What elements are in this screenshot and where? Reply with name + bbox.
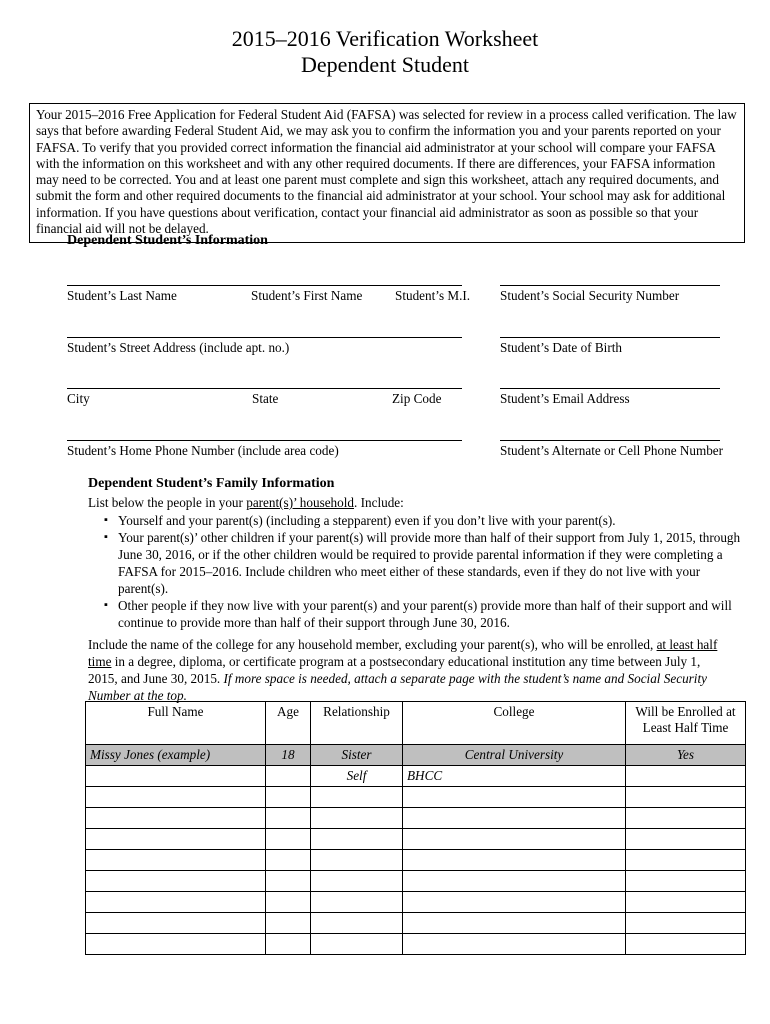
street-address-label: Student’s Street Address (include apt. no.) — [67, 340, 290, 355]
college-instructions-paragraph — [88, 636, 733, 704]
household-include-list — [104, 512, 744, 631]
college-paragraph-underlined: at least half time — [88, 637, 718, 669]
empty-age-cell[interactable] — [266, 934, 311, 955]
family-list-intro-underlined: parent(s)’ household — [246, 495, 355, 510]
middle-initial-label: Student’s M.I. — [395, 288, 471, 303]
name-write-line[interactable] — [67, 255, 462, 286]
home-phone-label: Student’s Home Phone Number (include area code) — [67, 443, 339, 458]
empty-college-cell[interactable] — [403, 808, 626, 829]
title-line-2: Dependent Student — [300, 52, 470, 77]
state-label: State — [252, 391, 279, 406]
household-table-self-row — [86, 766, 746, 787]
empty-enrolled-cell[interactable] — [626, 829, 746, 850]
last-name-label: Student’s Last Name — [67, 288, 177, 303]
empty-full-name-cell[interactable] — [86, 934, 266, 955]
household-table-body — [86, 745, 746, 955]
household-table-empty-row — [86, 787, 746, 808]
header-college: College — [403, 702, 626, 745]
household-table-empty-row — [86, 871, 746, 892]
header-full-name: Full Name — [86, 702, 266, 745]
self-college-cell: BHCC — [403, 766, 626, 787]
empty-full-name-cell[interactable] — [86, 808, 266, 829]
home-phone-write-line[interactable] — [67, 410, 462, 441]
example-college-cell: Central University — [403, 745, 626, 766]
self-age-cell[interactable] — [266, 766, 311, 787]
self-full-name-cell[interactable] — [86, 766, 266, 787]
alternate-phone-write-line[interactable] — [500, 410, 720, 441]
self-relationship-cell: Self — [311, 766, 403, 787]
household-table-empty-row — [86, 808, 746, 829]
empty-college-cell[interactable] — [403, 892, 626, 913]
ssn-label: Student’s Social Security Number — [500, 288, 680, 303]
household-table-header-row — [86, 702, 746, 745]
household-include-bullet-3: ▪ Other people if they now live with your parent(s) and your parent(s) provide more than half of their support and will continue to provide more than half of their support through June 30, 2016. — [118, 597, 744, 631]
header-relationship: Relationship — [311, 702, 403, 745]
field-alternate-phone — [500, 410, 724, 460]
first-name-label: Student’s First Name — [251, 288, 363, 303]
empty-college-cell[interactable] — [403, 787, 626, 808]
intro-paragraph: Your 2015–2016 Free Application for Federal Student Aid (FAFSA) was selected for review in a process called verification. The law says that before awarding Federal Student Aid, we may ask you to confirm the information you and your parents reported on your FAFSA. To verify that you provided correct information the financial aid administrator at your school will compare your FAFSA with the information on this worksheet and with any other required documents. If there are differences, your FAFSA information may need to be corrected. You and at least one parent must complete and sign this worksheet, attach any required documents, and submit the form and other required documents to the financial aid administrator at your school. Your school may ask for additional information. If you have questions about verification, contact your financial aid administrator as soon as possible so that your financial aid will not be delayed. — [36, 107, 737, 237]
empty-enrolled-cell[interactable] — [626, 850, 746, 871]
alternate-phone-label: Student’s Alternate or Cell Phone Number — [500, 443, 724, 458]
empty-relationship-cell[interactable] — [311, 850, 403, 871]
empty-full-name-cell[interactable] — [86, 787, 266, 808]
empty-full-name-cell[interactable] — [86, 892, 266, 913]
household-include-bullet-1: ▪ Yourself and your parent(s) (including a stepparent) even if you don’t live with your parent(s). — [118, 512, 744, 529]
empty-college-cell[interactable] — [403, 913, 626, 934]
example-full-name-cell: Missy Jones (example) — [86, 745, 266, 766]
empty-relationship-cell[interactable] — [311, 913, 403, 934]
empty-enrolled-cell[interactable] — [626, 871, 746, 892]
street-address-write-line[interactable] — [67, 307, 462, 338]
field-home-phone — [67, 410, 462, 460]
empty-relationship-cell[interactable] — [311, 871, 403, 892]
field-street-address — [67, 307, 462, 357]
empty-enrolled-cell[interactable] — [626, 892, 746, 913]
empty-relationship-cell[interactable] — [311, 829, 403, 850]
empty-enrolled-cell[interactable] — [626, 787, 746, 808]
family-list-intro-suffix: . Include: — [354, 495, 404, 510]
zip-code-label: Zip Code — [392, 391, 442, 406]
field-ssn — [500, 255, 720, 305]
empty-relationship-cell[interactable] — [311, 934, 403, 955]
self-enrolled-cell[interactable] — [626, 766, 746, 787]
empty-college-cell[interactable] — [403, 850, 626, 871]
empty-age-cell[interactable] — [266, 892, 311, 913]
household-table-empty-row — [86, 913, 746, 934]
city-state-zip-write-line[interactable] — [67, 358, 462, 389]
empty-full-name-cell[interactable] — [86, 871, 266, 892]
empty-age-cell[interactable] — [266, 787, 311, 808]
empty-relationship-cell[interactable] — [311, 787, 403, 808]
field-name — [67, 255, 471, 305]
email-label: Student’s Email Address — [500, 391, 630, 406]
header-age: Age — [266, 702, 311, 745]
empty-college-cell[interactable] — [403, 934, 626, 955]
field-email — [500, 358, 720, 408]
example-enrolled-cell: Yes — [626, 745, 746, 766]
student-info-heading: Dependent Student’s Information — [67, 233, 268, 248]
empty-enrolled-cell[interactable] — [626, 934, 746, 955]
empty-enrolled-cell[interactable] — [626, 808, 746, 829]
household-include-bullet-2: ▪ Your parent(s)’ other children if your parent(s) will provide more than half of their support from July 1, 2015, through June 30, 2016, or if the other children would be required to provide parental information if they were completing a FAFSA for 2015–2016. Include children who meet either of these standards, even if they do not live with your parent(s). — [118, 529, 744, 597]
college-paragraph-italic-note: If more space is needed, attach a separate page with the student’s name and Social Security Number at the top. — [88, 671, 707, 703]
page-title — [0, 26, 770, 78]
date-of-birth-write-line[interactable] — [500, 307, 720, 338]
household-table-empty-row — [86, 934, 746, 955]
family-list-intro — [88, 495, 404, 511]
intro-box — [29, 103, 745, 243]
field-city-state-zip — [67, 358, 462, 408]
empty-full-name-cell[interactable] — [86, 829, 266, 850]
title-line-1: 2015–2016 Verification Worksheet — [231, 26, 539, 51]
empty-relationship-cell[interactable] — [311, 892, 403, 913]
household-table-empty-row — [86, 892, 746, 913]
empty-college-cell[interactable] — [403, 829, 626, 850]
empty-full-name-cell[interactable] — [86, 913, 266, 934]
college-paragraph-part2: in a degree, diploma, or certificate program at a postsecondary educational institution any time between July 1, 2015, and June 30, 2015. — [88, 654, 701, 686]
empty-college-cell[interactable] — [403, 871, 626, 892]
household-table-example-row — [86, 745, 746, 766]
household-table-empty-row — [86, 829, 746, 850]
header-enrolled: Will be Enrolled at Least Half Time — [626, 702, 746, 745]
empty-enrolled-cell[interactable] — [626, 913, 746, 934]
empty-full-name-cell[interactable] — [86, 850, 266, 871]
field-date-of-birth — [500, 307, 720, 357]
household-members-table — [85, 701, 746, 955]
empty-relationship-cell[interactable] — [311, 808, 403, 829]
example-relationship-cell: Sister — [311, 745, 403, 766]
family-list-intro-prefix: List below the people in your — [88, 495, 247, 510]
empty-age-cell[interactable] — [266, 850, 311, 871]
email-write-line[interactable] — [500, 358, 720, 389]
empty-age-cell[interactable] — [266, 871, 311, 892]
empty-age-cell[interactable] — [266, 808, 311, 829]
example-age-cell: 18 — [266, 745, 311, 766]
household-table-empty-row — [86, 850, 746, 871]
college-paragraph-part1: Include the name of the college for any household member, excluding your parent(s), who will be enrolled, — [88, 637, 657, 652]
ssn-write-line[interactable] — [500, 255, 720, 286]
empty-age-cell[interactable] — [266, 829, 311, 850]
family-info-heading: Dependent Student’s Family Information — [88, 476, 335, 491]
city-label: City — [67, 391, 90, 406]
date-of-birth-label: Student’s Date of Birth — [500, 340, 622, 355]
empty-age-cell[interactable] — [266, 913, 311, 934]
